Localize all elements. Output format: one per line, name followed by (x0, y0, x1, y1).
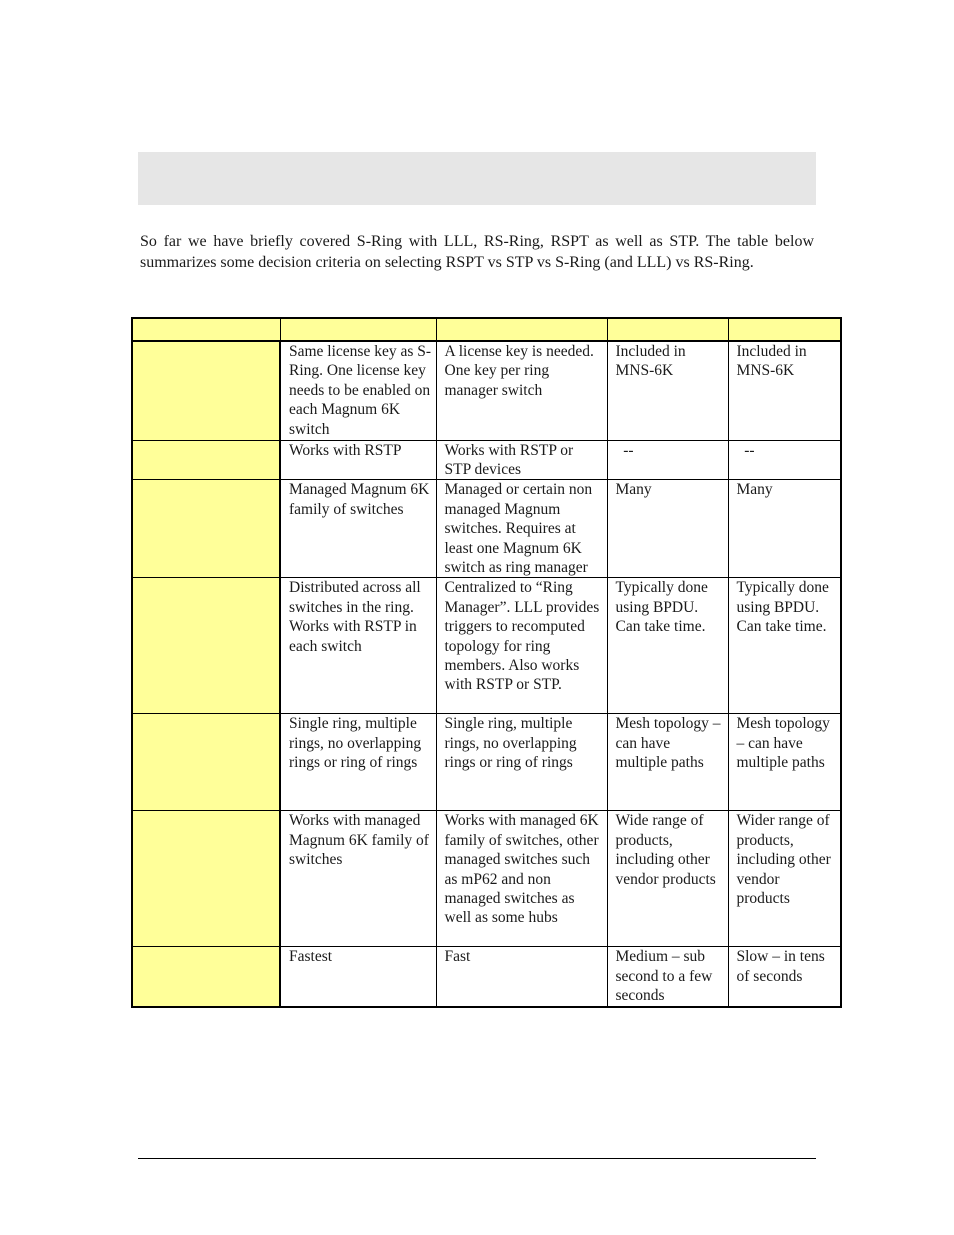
comparison-table (131, 317, 842, 1008)
table-cell: Fast (436, 947, 607, 1007)
row-label-cell (132, 440, 280, 480)
header-cell-rs-ring (280, 318, 436, 341)
header-cell-s-ring (436, 318, 607, 341)
table-cell: Distributed across all switches in the ring. Works with RSTP in each switch (280, 578, 436, 714)
table-cell: Typically done using BPDU. Can take time. (607, 578, 728, 714)
header-cell-stp (728, 318, 841, 341)
table-row (132, 947, 841, 1007)
table-row (132, 811, 841, 947)
table-row (132, 440, 841, 480)
header-cell-rspt (607, 318, 728, 341)
footer-divider (138, 1158, 816, 1159)
table-cell: Single ring, multiple rings, no overlapping rings or ring of rings (280, 714, 436, 811)
table-cell: Mesh topology – can have multiple paths (607, 714, 728, 811)
table-cell: Works with RSTP or STP devices (436, 440, 607, 480)
table-cell: Slow – in tens of seconds (728, 947, 841, 1007)
table-cell: Works with managed 6K family of switches, other managed switches such as mP62 and non managed switches as well as some hubs (436, 811, 607, 947)
row-label-cell (132, 947, 280, 1007)
table-cell: Managed Magnum 6K family of switches (280, 480, 436, 578)
table-cell: Many (607, 480, 728, 578)
table-cell: Included in MNS-6K (607, 341, 728, 440)
row-label-cell (132, 578, 280, 714)
table-cell: Wide range of products, including other vendor products (607, 811, 728, 947)
row-label-cell (132, 341, 280, 440)
table-cell: Single ring, multiple rings, no overlapping rings or ring of rings (436, 714, 607, 811)
row-label-cell (132, 714, 280, 811)
table-header-row (132, 318, 841, 341)
table-cell: Works with RSTP (280, 440, 436, 480)
table-cell: -- (607, 440, 728, 480)
table-row (132, 480, 841, 578)
table-row (132, 578, 841, 714)
table-cell: -- (728, 440, 841, 480)
table-cell: Managed or certain non managed Magnum switches. Requires at least one Magnum 6K switch as ring manager (436, 480, 607, 578)
table-cell: Works with managed Magnum 6K family of switches (280, 811, 436, 947)
table-row (132, 341, 841, 440)
table-cell: Fastest (280, 947, 436, 1007)
table-cell: A license key is needed. One key per ring manager switch (436, 341, 607, 440)
table-cell: Medium – sub second to a few seconds (607, 947, 728, 1007)
table-row (132, 714, 841, 811)
table-cell: Typically done using BPDU. Can take time. (728, 578, 841, 714)
row-label-cell (132, 480, 280, 578)
table-cell: Many (728, 480, 841, 578)
table-cell: Wider range of products, including other vendor products (728, 811, 841, 947)
table-cell: Mesh topology – can have multiple paths (728, 714, 841, 811)
table-cell: Same license key as S-Ring. One license key needs to be enabled on each Magnum 6K switch (280, 341, 436, 440)
row-label-cell (132, 811, 280, 947)
header-cell-criteria (132, 318, 280, 341)
section-heading-band (138, 152, 816, 205)
table-cell: Included in MNS-6K (728, 341, 841, 440)
table-cell: Centralized to “Ring Manager”. LLL provides triggers to recomputed topology for ring members. Also works with RSTP or STP. (436, 578, 607, 714)
intro-paragraph: So far we have briefly covered S-Ring with LLL, RS-Ring, RSPT as well as STP. The table below summarizes some decision criteria on selecting RSPT vs STP vs S-Ring (and LLL) vs RS-Ring. (140, 233, 814, 271)
